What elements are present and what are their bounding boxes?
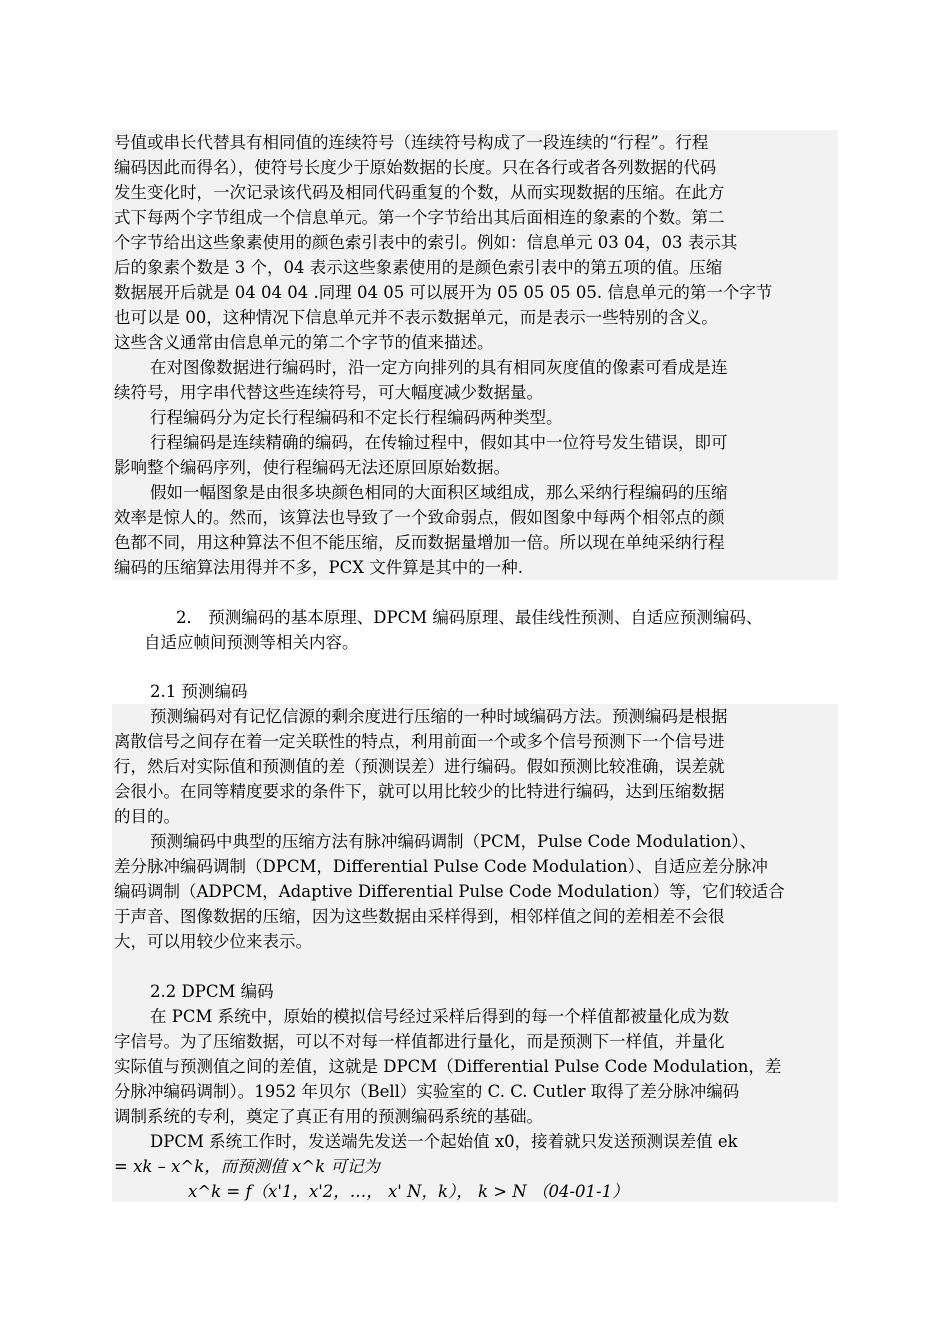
body-line: 于声音、图像数据的压缩，因为这些数据由采样得到，相邻样值之间的差相差不会很 [114,907,725,926]
body-line: 发生变化时，一次记录该代码及相同代码重复的个数，从而实现数据的压缩。在此方 [114,183,725,202]
formula-line: = xk – x^k，而预测值 x^k 可记为 [114,1157,380,1176]
body-line: 号值或串长代替具有相同值的连续符号（连续符号构成了一段连续的“行程”。行程 [114,133,709,152]
body-line: 效率是惊人的。然而，该算法也导致了一个致命弱点，假如图象中每两个相邻点的颜 [114,508,725,527]
body-line: 的目的。 [114,807,180,826]
body-line: 编码因此而得名），使符号长度少于原始数据的长度。只在各行或者各列数据的代码 [114,158,717,177]
body-line: 字信号。为了压缩数据，可以不对每一样值都进行量化，而是预测下一样值，并量化 [114,1032,725,1051]
body-line: 数据展开后就是 04 04 04 .同理 04 05 可以展开为 05 05 05 05. 信息单元的第一个字节 [114,283,773,302]
body-line: 分脉冲编码调制）。1952 年贝尔（Bell）实验室的 C. C. Cutler 取得了差分脉冲编码 [114,1082,740,1101]
body-line: 后的象素个数是 3 个，04 表示这些象素使用的是颜色索引表中的第五项的值。压缩 [114,258,723,277]
formula-equation: x^k = f（x'1，x'2，…， x' N，k）， k > N （04-01-1） [188,1182,629,1201]
body-line: 续符号，用字串代替这些连续符号，可大幅度减少数据量。 [114,383,543,402]
body-line: 这些含义通常由信息单元的第二个字节的值来描述。 [114,333,494,352]
subsection-title: 2.1 预测编码 [150,682,248,701]
body-line: 色都不同，用这种算法不但不能压缩，反而数据量增加一倍。所以现在单纯采纳行程 [114,533,725,552]
body-line: 编码的压缩算法用得并不多，PCX 文件算是其中的一种. [114,558,523,577]
section-heading: 自适应帧间预测等相关内容。 [144,633,359,652]
body-line: 假如一幅图象是由很多块颜色相同的大面积区域组成，那么采纳行程编码的压缩 [150,483,728,502]
section-heading: 2． 预测编码的基本原理、DPCM 编码原理、最佳线性预测、自适应预测编码、 [176,608,763,627]
body-line: 行程编码是连续精确的编码，在传输过程中，假如其中一位符号发生错误，即可 [150,433,728,452]
body-line: 行，然后对实际值和预测值的差（预测误差）进行编码。假如预测比较准确，误差就 [114,757,725,776]
body-line: 影响整个编码序列，使行程编码无法还原回原始数据。 [114,458,510,477]
body-line: 实际值与预测值之间的差值，这就是 DPCM（Differential Pulse Code Modulation，差 [114,1057,782,1076]
body-line: 行程编码分为定长行程编码和不定长行程编码两种类型。 [150,408,563,427]
body-line: 预测编码中典型的压缩方法有脉冲编码调制（PCM，Pulse Code Modulation）、 [150,832,757,851]
body-line: DPCM 系统工作时，发送端先发送一个起始值 x0，接着就只发送预测误差值 ek [150,1132,738,1151]
body-line: 在对图像数据进行编码时，沿一定方向排列的具有相同灰度值的像素可看成是连 [150,358,728,377]
subsection-title: 2.2 DPCM 编码 [150,982,274,1001]
body-line: 在 PCM 系统中，原始的模拟信号经过采样后得到的每一个样值都被量化成为数 [150,1007,730,1026]
body-line: 个字节给出这些象素使用的颜色索引表中的索引。例如：信息单元 03 04，03 表示其 [114,233,738,252]
body-line: 会很小。在同等精度要求的条件下，就可以用比较少的比特进行编码，达到压缩数据 [114,782,725,801]
body-line: 编码调制（ADPCM，Adaptive Differential Pulse Code Modulation）等，它们较适合 [114,882,785,901]
body-line: 调制系统的专利，奠定了真正有用的预测编码系统的基础。 [114,1107,543,1126]
body-line: 离散信号之间存在着一定关联性的特点，利用前面一个或多个信号预测下一个信号进 [114,732,725,751]
body-line: 也可以是 00，这种情况下信息单元并不表示数据单元，而是表示一些特别的含义。 [114,308,718,327]
body-line: 差分脉冲编码调制（DPCM，Differential Pulse Code Modulation）、自适应差分脉冲 [114,857,768,876]
body-line: 大，可以用较少位来表示。 [114,932,312,951]
body-line: 预测编码对有记忆信源的剩余度进行压缩的一种时域编码方法。预测编码是根据 [150,707,728,726]
body-line: 式下每两个字节组成一个信息单元。第一个字节给出其后面相连的象素的个数。第二 [114,208,725,227]
